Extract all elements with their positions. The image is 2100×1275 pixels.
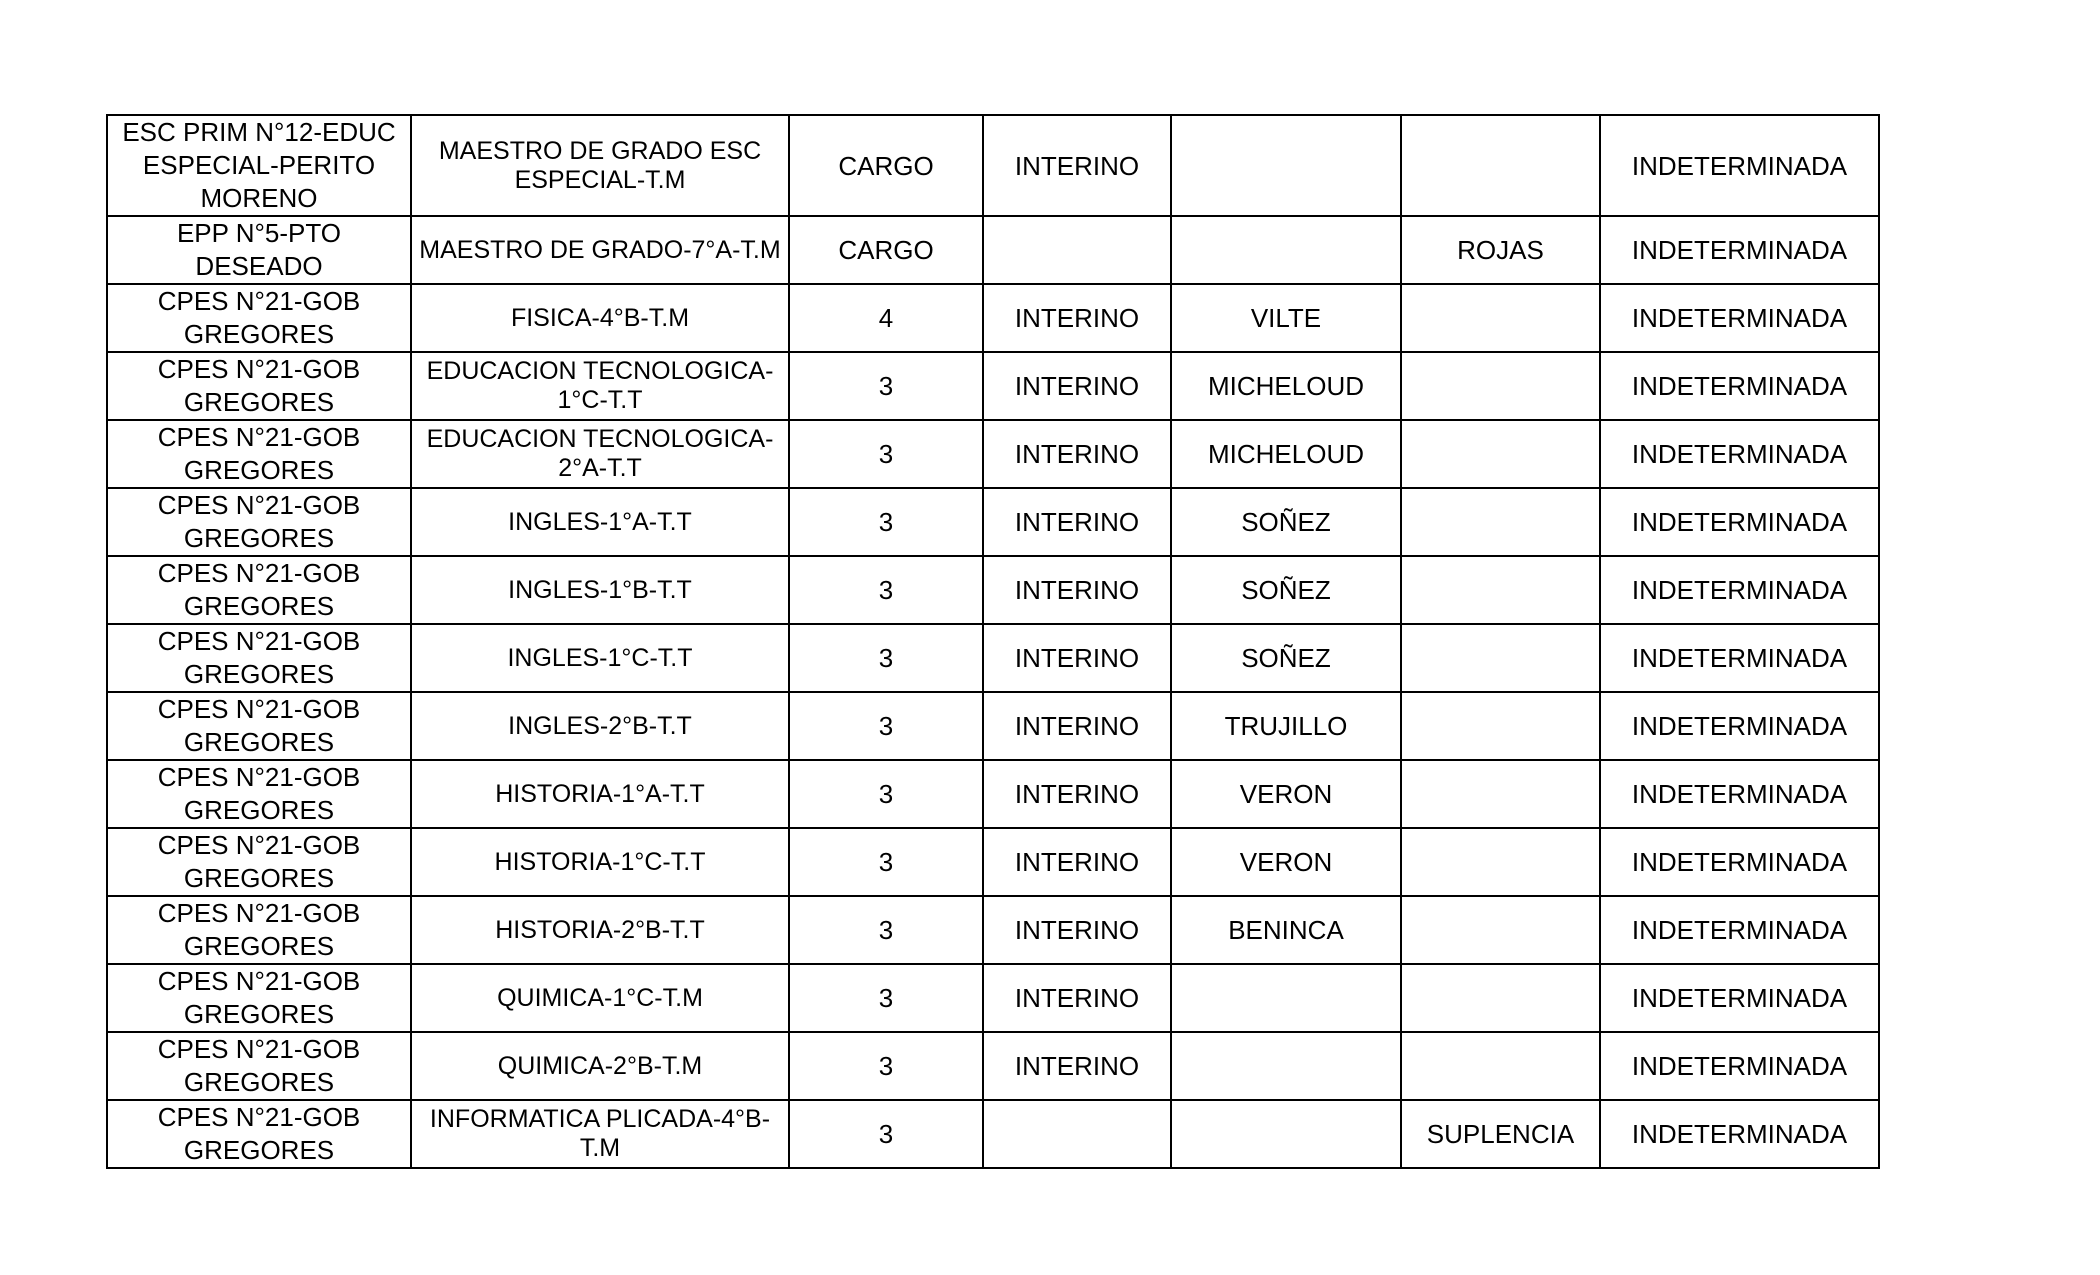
hours-cell: 3 xyxy=(789,1032,983,1100)
name-cell: SOÑEZ xyxy=(1171,488,1401,556)
table-row xyxy=(107,115,1879,216)
status-cell xyxy=(983,1100,1171,1168)
note-cell xyxy=(1401,1032,1600,1100)
school-cell: CPES N°21-GOB GREGORES xyxy=(107,964,411,1032)
table-row xyxy=(107,420,1879,488)
table-row xyxy=(107,1100,1879,1168)
subject-cell: HISTORIA-1°C-T.T xyxy=(411,828,789,896)
school-cell: CPES N°21-GOB GREGORES xyxy=(107,692,411,760)
table-row xyxy=(107,488,1879,556)
subject-cell: INGLES-1°A-T.T xyxy=(411,488,789,556)
duration-cell: INDETERMINADA xyxy=(1600,828,1879,896)
name-cell: SOÑEZ xyxy=(1171,624,1401,692)
table-row xyxy=(107,352,1879,420)
status-cell: INTERINO xyxy=(983,284,1171,352)
name-cell: VERON xyxy=(1171,828,1401,896)
name-cell: VERON xyxy=(1171,760,1401,828)
table-row xyxy=(107,760,1879,828)
subject-cell: FISICA-4°B-T.M xyxy=(411,284,789,352)
name-cell xyxy=(1171,216,1401,284)
school-cell: CPES N°21-GOB GREGORES xyxy=(107,760,411,828)
status-cell: INTERINO xyxy=(983,624,1171,692)
subject-cell: QUIMICA-2°B-T.M xyxy=(411,1032,789,1100)
note-cell xyxy=(1401,624,1600,692)
name-cell: MICHELOUD xyxy=(1171,420,1401,488)
hours-cell: 3 xyxy=(789,828,983,896)
table-body xyxy=(107,115,1879,1168)
subject-cell: MAESTRO DE GRADO-7°A-T.M xyxy=(411,216,789,284)
status-cell: INTERINO xyxy=(983,964,1171,1032)
status-cell: INTERINO xyxy=(983,692,1171,760)
hours-cell: 3 xyxy=(789,352,983,420)
vacancies-table xyxy=(106,114,1880,1169)
status-cell xyxy=(983,216,1171,284)
school-cell: CPES N°21-GOB GREGORES xyxy=(107,352,411,420)
table-row xyxy=(107,828,1879,896)
subject-cell: HISTORIA-2°B-T.T xyxy=(411,896,789,964)
duration-cell: INDETERMINADA xyxy=(1600,760,1879,828)
school-cell: CPES N°21-GOB GREGORES xyxy=(107,896,411,964)
hours-cell: 3 xyxy=(789,624,983,692)
status-cell: INTERINO xyxy=(983,556,1171,624)
hours-cell: 3 xyxy=(789,420,983,488)
duration-cell: INDETERMINADA xyxy=(1600,964,1879,1032)
name-cell xyxy=(1171,964,1401,1032)
school-cell: EPP N°5-PTO DESEADO xyxy=(107,216,411,284)
table-row xyxy=(107,284,1879,352)
hours-cell: CARGO xyxy=(789,115,983,216)
duration-cell: INDETERMINADA xyxy=(1600,352,1879,420)
note-cell xyxy=(1401,115,1600,216)
table-row xyxy=(107,1032,1879,1100)
name-cell xyxy=(1171,115,1401,216)
duration-cell: INDETERMINADA xyxy=(1600,556,1879,624)
note-cell xyxy=(1401,828,1600,896)
hours-cell: 3 xyxy=(789,1100,983,1168)
school-cell: CPES N°21-GOB GREGORES xyxy=(107,1100,411,1168)
duration-cell: INDETERMINADA xyxy=(1600,692,1879,760)
hours-cell: 3 xyxy=(789,692,983,760)
duration-cell: INDETERMINADA xyxy=(1600,216,1879,284)
school-cell: CPES N°21-GOB GREGORES xyxy=(107,488,411,556)
duration-cell: INDETERMINADA xyxy=(1600,1100,1879,1168)
status-cell: INTERINO xyxy=(983,760,1171,828)
duration-cell: INDETERMINADA xyxy=(1600,896,1879,964)
note-cell xyxy=(1401,896,1600,964)
school-cell: CPES N°21-GOB GREGORES xyxy=(107,420,411,488)
status-cell: INTERINO xyxy=(983,896,1171,964)
school-cell: CPES N°21-GOB GREGORES xyxy=(107,624,411,692)
hours-cell: 4 xyxy=(789,284,983,352)
status-cell: INTERINO xyxy=(983,352,1171,420)
duration-cell: INDETERMINADA xyxy=(1600,624,1879,692)
subject-cell: INGLES-1°B-T.T xyxy=(411,556,789,624)
table-row xyxy=(107,556,1879,624)
note-cell: SUPLENCIA xyxy=(1401,1100,1600,1168)
school-cell: CPES N°21-GOB GREGORES xyxy=(107,284,411,352)
subject-cell: EDUCACION TECNOLOGICA-1°C-T.T xyxy=(411,352,789,420)
school-cell: ESC PRIM N°12-EDUC ESPECIAL-PERITO MORENO xyxy=(107,115,411,216)
hours-cell: 3 xyxy=(789,556,983,624)
duration-cell: INDETERMINADA xyxy=(1600,1032,1879,1100)
note-cell: ROJAS xyxy=(1401,216,1600,284)
name-cell: TRUJILLO xyxy=(1171,692,1401,760)
hours-cell: 3 xyxy=(789,964,983,1032)
note-cell xyxy=(1401,420,1600,488)
status-cell: INTERINO xyxy=(983,115,1171,216)
hours-cell: 3 xyxy=(789,488,983,556)
name-cell: SOÑEZ xyxy=(1171,556,1401,624)
note-cell xyxy=(1401,964,1600,1032)
status-cell: INTERINO xyxy=(983,1032,1171,1100)
duration-cell: INDETERMINADA xyxy=(1600,115,1879,216)
subject-cell: HISTORIA-1°A-T.T xyxy=(411,760,789,828)
note-cell xyxy=(1401,760,1600,828)
hours-cell: 3 xyxy=(789,760,983,828)
status-cell: INTERINO xyxy=(983,420,1171,488)
name-cell xyxy=(1171,1032,1401,1100)
school-cell: CPES N°21-GOB GREGORES xyxy=(107,828,411,896)
table-row xyxy=(107,216,1879,284)
note-cell xyxy=(1401,352,1600,420)
note-cell xyxy=(1401,488,1600,556)
subject-cell: INGLES-1°C-T.T xyxy=(411,624,789,692)
table-row xyxy=(107,692,1879,760)
duration-cell: INDETERMINADA xyxy=(1600,488,1879,556)
subject-cell: EDUCACION TECNOLOGICA-2°A-T.T xyxy=(411,420,789,488)
duration-cell: INDETERMINADA xyxy=(1600,284,1879,352)
status-cell: INTERINO xyxy=(983,488,1171,556)
hours-cell: 3 xyxy=(789,896,983,964)
table-row xyxy=(107,624,1879,692)
school-cell: CPES N°21-GOB GREGORES xyxy=(107,1032,411,1100)
name-cell: MICHELOUD xyxy=(1171,352,1401,420)
subject-cell: INGLES-2°B-T.T xyxy=(411,692,789,760)
name-cell xyxy=(1171,1100,1401,1168)
name-cell: VILTE xyxy=(1171,284,1401,352)
name-cell: BENINCA xyxy=(1171,896,1401,964)
status-cell: INTERINO xyxy=(983,828,1171,896)
school-cell: CPES N°21-GOB GREGORES xyxy=(107,556,411,624)
duration-cell: INDETERMINADA xyxy=(1600,420,1879,488)
hours-cell: CARGO xyxy=(789,216,983,284)
subject-cell: INFORMATICA PLICADA-4°B-T.M xyxy=(411,1100,789,1168)
table-row xyxy=(107,896,1879,964)
note-cell xyxy=(1401,284,1600,352)
table-row xyxy=(107,964,1879,1032)
note-cell xyxy=(1401,692,1600,760)
subject-cell: MAESTRO DE GRADO ESC ESPECIAL-T.M xyxy=(411,115,789,216)
note-cell xyxy=(1401,556,1600,624)
subject-cell: QUIMICA-1°C-T.M xyxy=(411,964,789,1032)
